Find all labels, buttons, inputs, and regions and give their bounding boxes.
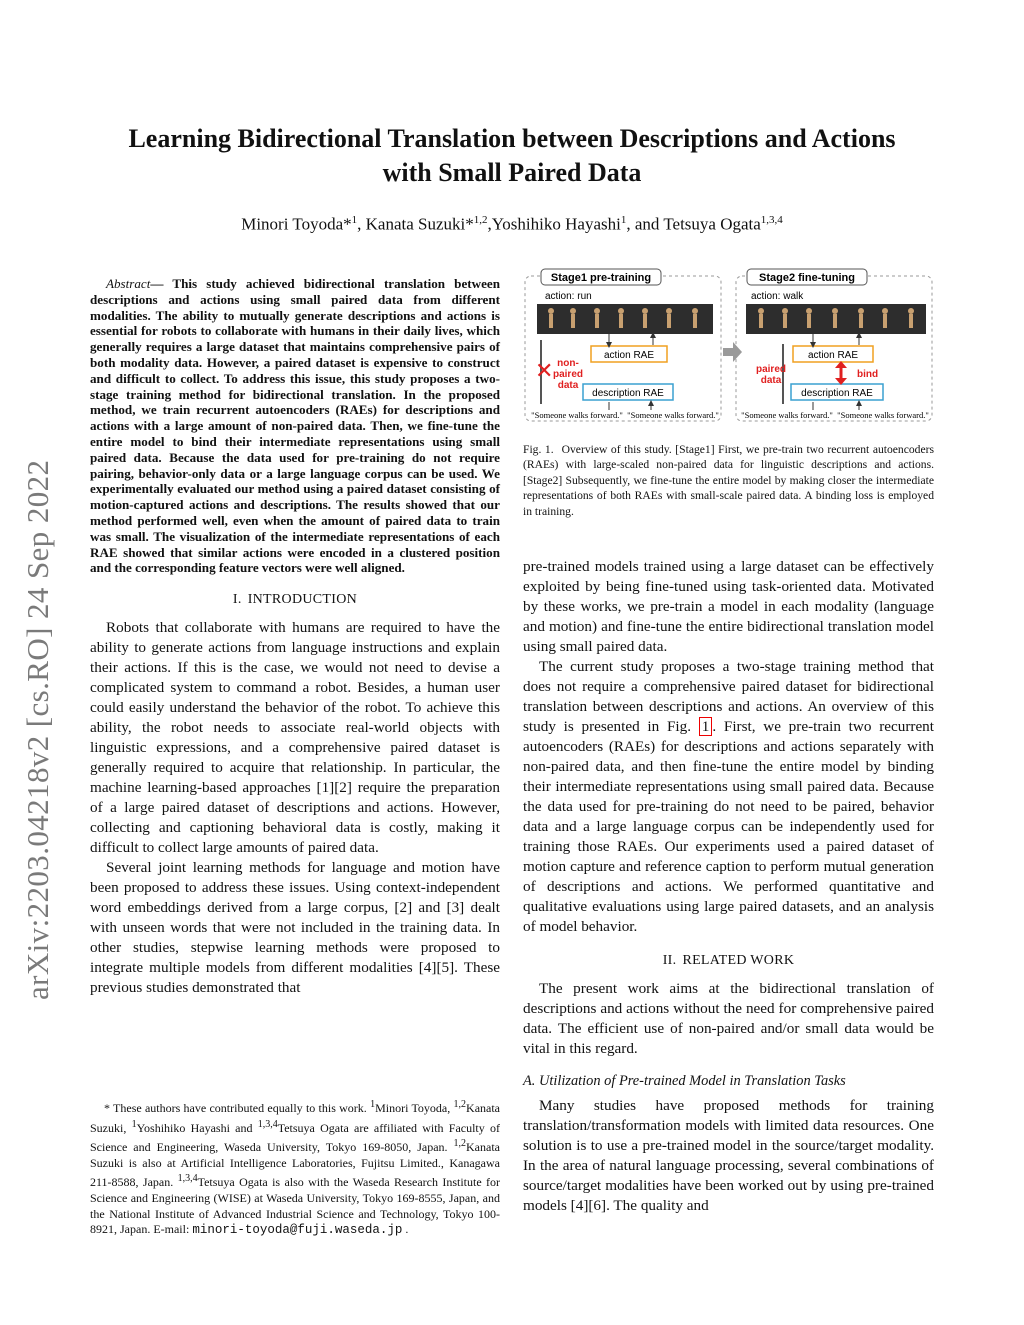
title-line-2: with Small Paired Data [382, 158, 642, 187]
non-paired-label-3: data [557, 380, 579, 391]
footnote-text: * These authors have contributed equally to this work. [104, 1101, 371, 1115]
contact-email-link[interactable]: minori-toyoda@fuji.waseda.jp [192, 1223, 403, 1238]
stage1-motion-strip [537, 304, 713, 334]
figure-caption [523, 442, 934, 519]
stage2-caption-input: "Someone walks forward." [741, 410, 833, 420]
subsection-heading-a: A. Utilization of Pre-trained Model in Translation Tasks [523, 1073, 846, 1090]
author-list [80, 214, 944, 235]
author-separator: , and [626, 214, 664, 234]
title-line-1: Learning Bidirectional Translation between Descriptions and Actions [128, 124, 896, 153]
stage2-action-label: action: walk [751, 291, 804, 302]
footnote-text: Kanata Suzuki is also at Artificial Intelligence Laboratories, Fujitsu Limited., Kanagawa 211-8588, Japan. [90, 1140, 500, 1190]
section-number: I. [232, 592, 242, 608]
section-heading-introduction [90, 592, 500, 608]
footnote-sup: 1 [131, 1118, 137, 1130]
abstract-dash: — [150, 276, 173, 291]
stage2-description-rae-label: description RAE [801, 388, 873, 399]
author-3: Yoshihiko Hayashi [491, 214, 621, 234]
non-paired-label-1: non- [557, 358, 579, 369]
related-paragraph-2: Many studies have proposed methods for training translation/transformation models with limited data resources. One solution is to use a pre-trained model in the source/target modality. In the area of natural language processing, several combinations of source/target modalities have been worked out by using pre-trained models [4][6]. The quality and [523, 1097, 934, 1215]
stage1-description-rae-label: description RAE [592, 388, 664, 399]
figure-1-link[interactable]: 1 [699, 717, 713, 736]
bind-label: bind [857, 369, 879, 380]
stage1-action-label: action: run [545, 291, 592, 302]
footnote-sup: 1,3,4 [257, 1118, 278, 1130]
footnote-text: Tetsuya Ogata are affiliated with Faculty of Science and Engineering, Waseda University, Tokyo 169-8050, Japan. [90, 1120, 500, 1155]
intro-paragraph-4-text: . First, we pre-train two recurrent autoencoders (RAEs) for descriptions and actions separately with non-paired data, and then fine-tune the entire model by binding their intermediate representations using small paired data. Because the data used for pre-training do not need to be paired, behavior data and a large language corpus can be independently used for training those RAEs. Our experiments used a paired dataset of motion capture and reference caption to perform mutual generation of descriptions and actions. We performed quantitative and qualitative evaluations using large paired datasets, and an analysis of model behavior. [523, 718, 934, 936]
overview-diagram [523, 264, 934, 426]
stage-transition-arrow-icon [723, 342, 742, 362]
author-1: Minori Toyoda* [241, 214, 352, 234]
paper-title [80, 122, 944, 190]
figure-caption-text: Overview of this study. [Stage1] First, we pre-train two recurrent autoencoders (RAEs) with large-scaled non-paired data for linguistic descriptions and actions. [Stage2] Subsequently, we fine-tune the entire model by making closer the intermediate representations of both RAEs with small-scale paired data. A binding loss is employed in training. [523, 443, 934, 518]
author-1-affiliation: 1 [351, 214, 358, 226]
footnote-text: Minori Toyoda, [375, 1101, 454, 1115]
related-paragraph-1: The present work aims at the bidirectional translation of descriptions and actions without the need for comprehensive paired data. The efficient use of non-paired and/or small data would be vital in this regard. [523, 980, 934, 1058]
author-separator: , [357, 214, 366, 234]
stage1-caption-output: "Someone walks forward." [627, 410, 719, 420]
stage2-title: Stage2 fine-tuning [759, 272, 855, 284]
right-column [523, 264, 934, 1216]
section-number: II. [662, 953, 677, 969]
intro-paragraph-3: pre-trained models trained using a large dataset can be effectively exploited by being fine-tuned using task-oriented data. Motivated by these works, we pre-train a model in each modality (language and motion) and fine-tune the entire bidirectional translation model using small paired data. [523, 558, 934, 656]
affiliation-footnote [90, 1097, 500, 1239]
intro-paragraph-1: Robots that collaborate with humans are required to have the ability to generate actions from language instructions and explain their actions. If this is the case, we would not need to devise a complicated system to command a robot. Besides, a human user could easily understand the behavior of the robot. To achieve this ability, the robot needs to associate real-world objects with linguistic expressions, and a comprehensive paired dataset is generally required to acquire that relationship. In particular, the machine learning-based approaches [1][2] require the preparation of a large paired dataset of descriptions and actions. However, collecting and captioning behavioral data is costly, making it difficult to collect large amounts of paired data. [90, 619, 500, 857]
intro-paragraph-4 [523, 657, 934, 937]
arxiv-identifier: arXiv:2203.04218v2 [cs.RO] 24 Sep 2022 [20, 459, 55, 1000]
overview-figure [523, 264, 934, 426]
non-paired-cross-icon: ✕ [535, 359, 554, 384]
footnote-text: Yoshihiko Hayashi and [136, 1120, 258, 1135]
left-column [90, 276, 500, 998]
section-heading-related-work [523, 953, 934, 969]
section-title: INTRODUCTION [247, 592, 358, 608]
footnote-text: Tetsuya Ogata is also with the Waseda Research Institute for Science and Engineering (WISE) at Waseda University, Tokyo 169-8555, Japan, and the National Institute of Advanced Industrial Science and Technology, Tokyo 100-8921, Japan. E-mail: [90, 1175, 500, 1237]
footnote-sup: 1,2 [453, 1138, 467, 1150]
figure-label: Fig. 1. [523, 443, 554, 456]
abstract-label: Abstract [106, 276, 151, 291]
footnote-text: Kanata Suzuki, [90, 1101, 501, 1135]
abstract [90, 276, 500, 576]
stage2-caption-output: "Someone walks forward." [837, 410, 929, 420]
author-4-affiliation: 1,3,4 [760, 214, 783, 226]
footnote-sup: 1,2 [453, 1099, 467, 1110]
author-3-affiliation: 1 [620, 214, 627, 226]
footnote-sup: 1 [370, 1099, 376, 1110]
intro-paragraph-4-text: The current study proposes a two-stage training method that does not require a comprehensive paired dataset for bidirectional translation between descriptions and actions. An overview of this study is presented in Fig. [523, 658, 934, 736]
author-2-affiliation: 1,2 [473, 214, 488, 226]
author-separator: , [487, 214, 492, 234]
non-paired-label-2: paired [552, 369, 584, 380]
author-4: Tetsuya Ogata [663, 214, 761, 234]
abstract-text: This study achieved bidirectional translation between descriptions and actions using small paired data from different modalities. The ability to mutually generate descriptions and actions is essential for robots to collaborate with humans in their daily lives, which generally requires a large dataset that maintains comprehensive pairs of both modality data. However, a paired dataset is expensive to construct and difficult to collect. To address this issue, this study proposes a two-stage training method for bidirectional translation. In the proposed method, we train recurrent autoencoders (RAEs) for descriptions and actions with a large amount of non-paired data. Then, we fine-tune the entire model to bind their intermediate representations using small paired data. Because the data used for pre-training do not require pairing, behavior-only data or a large language corpus can be used. We experimentally evaluated our method using a paired dataset consisting of motion-captured actions and descriptions. The results showed that our method performed well, even when the amount of paired data to train was small. The visualization of the intermediate representations of each RAE showed that similar actions were encoded in a clustered position and the corresponding feature vectors were well aligned. [90, 276, 500, 576]
stage1-action-rae-label: action RAE [603, 350, 655, 361]
paired-label-2: data [760, 375, 782, 386]
stage2-action-rae-label: action RAE [807, 350, 859, 361]
section-title: RELATED WORK [682, 953, 795, 969]
footnote-text: . [402, 1222, 409, 1237]
intro-paragraph-2: Several joint learning methods for language and motion have been proposed to address these issues. Using context-independent word embeddings derived from a large corpus, [2] and [3] dealt with unseen words that were not included in the training data. In other studies, stepwise learning methods were proposed to integrate multiple models from different modalities [4][5]. These previous studies demonstrated that [90, 859, 500, 997]
stage1-caption-input: "Someone walks forward." [531, 410, 623, 420]
paired-label-1: paired [755, 364, 787, 375]
stage1-title: Stage1 pre-training [550, 272, 652, 284]
author-2: Kanata Suzuki* [365, 214, 474, 234]
footnote-sup: 1,3,4 [177, 1173, 198, 1185]
right-column-body [523, 557, 934, 1216]
